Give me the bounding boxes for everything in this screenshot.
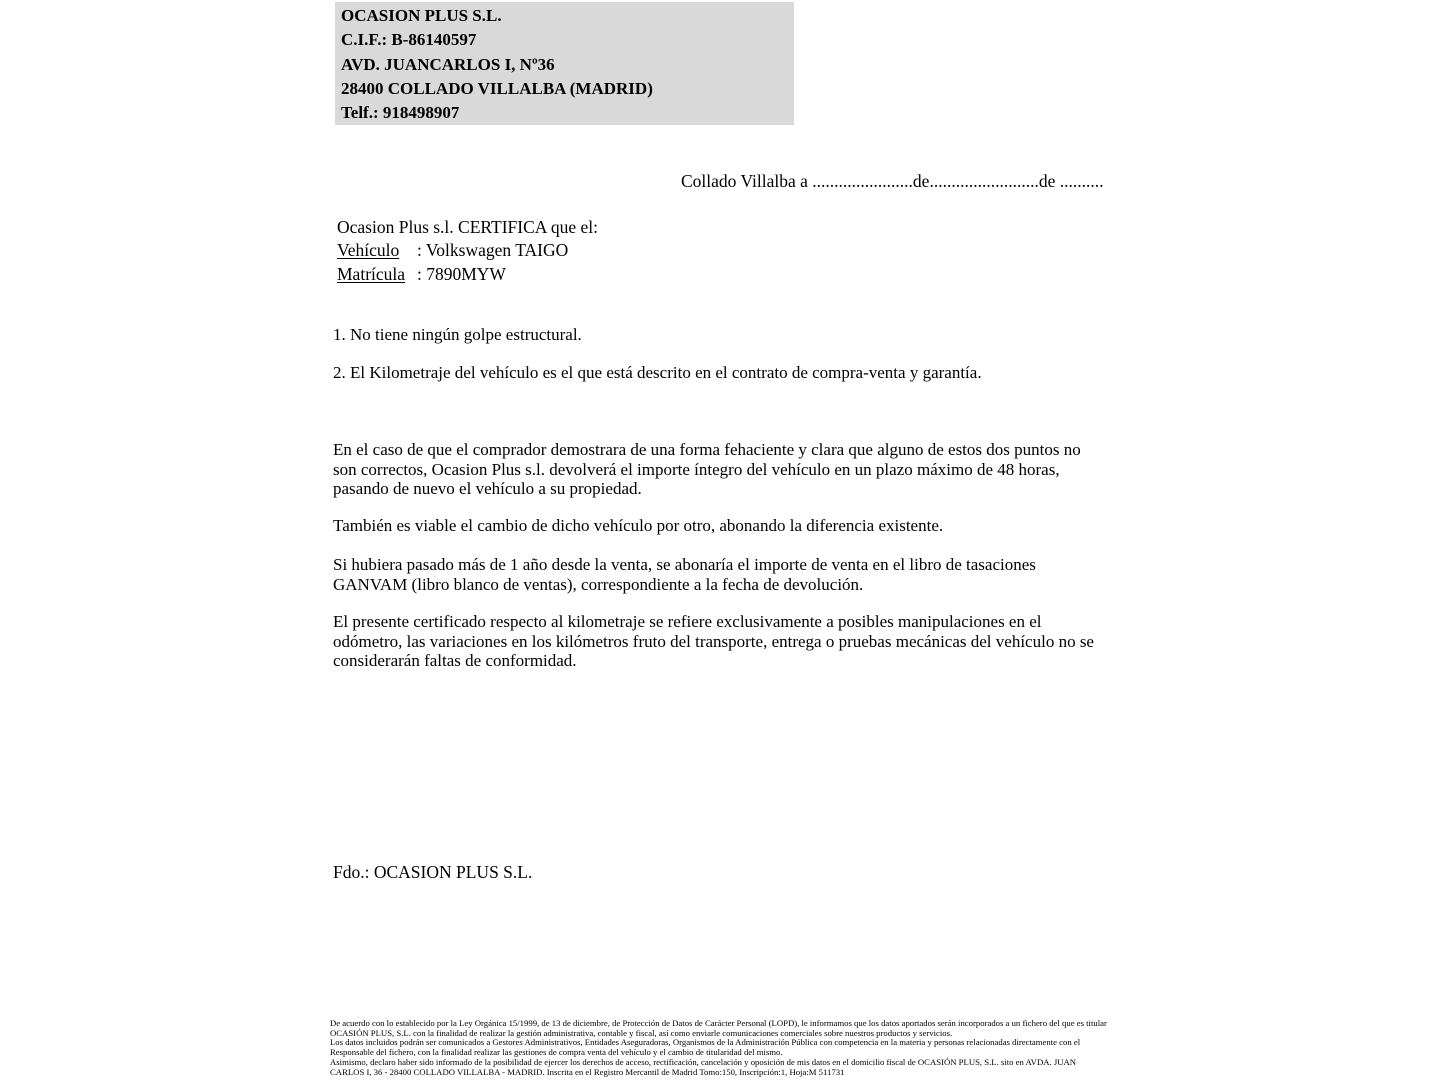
- legal-footer: [330, 1019, 1120, 1077]
- signature-line: Fdo.: OCASION PLUS S.L.: [333, 862, 533, 882]
- legal-line-5: Asimismo, declaro haber sido informado de la posibilidad de ejercer los derechos de acceso, rectificación, cancelación y oposición de mis datos en el domicilio fiscal de OCASIÓN PLUS, S.L. sito en AVDA. JUAN: [330, 1056, 1077, 1067]
- legal-line-3: Los datos incluidos podrán ser comunicados a Gestores Administrativos, Entidades Aseguradoras, Organismos de la Administración Pública con competencia en la materia y personas relacionadas directamente con el: [330, 1037, 1081, 1048]
- date-fill-in-line: Collado Villalba a .......................de.........................de ..........: [681, 171, 1104, 191]
- company-cif: C.I.F.: B-86140597: [341, 30, 477, 50]
- legal-line-2: OCASIÓN PLUS, S.L. con la finalidad de realizar la gestión administrativa, contable y fiscal, así como enviarle comunicaciones comerciales sobre nuestros productos y servicios.: [330, 1027, 953, 1038]
- company-phone: Telf.: 918498907: [341, 103, 460, 123]
- plate-value: : 7890MYW: [417, 264, 506, 284]
- company-address: AVD. JUANCARLOS I, Nº36: [341, 54, 555, 74]
- company-header-box: [335, 2, 794, 125]
- legal-line-6: CARLOS I, 36 - 28400 COLLADO VILLALBA - MADRID. Inscrita en el Registro Mercantil de Madrid Tomo:150, Inscripción:1, Hoja:M 511731: [330, 1066, 845, 1077]
- legal-line-4: Responsable del fichero, con la finalidad realizar las gestiones de compra venta del vehículo y el cambio de titularidad del mismo.: [330, 1047, 783, 1058]
- condition-mileage: 2. El Kilometraje del vehículo es el que está descrito en el contrato de compra-venta y garantía.: [333, 363, 982, 382]
- condition-structural: 1. No tiene ningún golpe estructural.: [333, 325, 582, 344]
- paragraph-ganvam: Si hubiera pasado más de 1 año desde la venta, se abonaría el importe de venta en el libro de tasaciones GANVAM (libro blanco de ventas), correspondiente a la fecha de devolución.: [333, 555, 1036, 594]
- paragraph-refund: En el caso de que el comprador demostrara de una forma fehaciente y clara que alguno de estos dos puntos no son correctos, Ocasion Plus s.l. devolverá el importe íntegro del vehículo en un plazo máximo de 48 horas, pasando de nuevo el vehículo a su propiedad.: [333, 440, 1081, 499]
- vehicle-row: [337, 240, 568, 261]
- vehicle-value: : Volkswagen TAIGO: [417, 240, 569, 260]
- certify-intro: Ocasion Plus s.l. CERTIFICA que el:: [337, 217, 598, 237]
- plate-label: Matrícula: [337, 264, 406, 284]
- paragraph-odometer: El presente certificado respecto al kilometraje se refiere exclusivamente a posibles manipulaciones en el odómetro, las variaciones en los kilómetros fruto del transporte, entrega o pruebas mecánicas del vehículo no se considerarán faltas de conformidad.: [333, 612, 1094, 671]
- paragraph-exchange: También es viable el cambio de dicho vehículo por otro, abonando la diferencia existente.: [333, 516, 944, 535]
- vehicle-label: Vehículo: [337, 240, 400, 260]
- legal-line-1: De acuerdo con lo establecido por la Ley Orgánica 15/1999, de 13 de diciembre, de Protección de Datos de Carácter Personal (LOPD), le informamos que los datos aportados serán incorporados a un fichero del que es titular: [330, 1018, 1107, 1028]
- plate-row: [337, 264, 506, 285]
- company-name: OCASION PLUS S.L.: [341, 6, 502, 25]
- company-city: 28400 COLLADO VILLALBA (MADRID): [341, 78, 653, 98]
